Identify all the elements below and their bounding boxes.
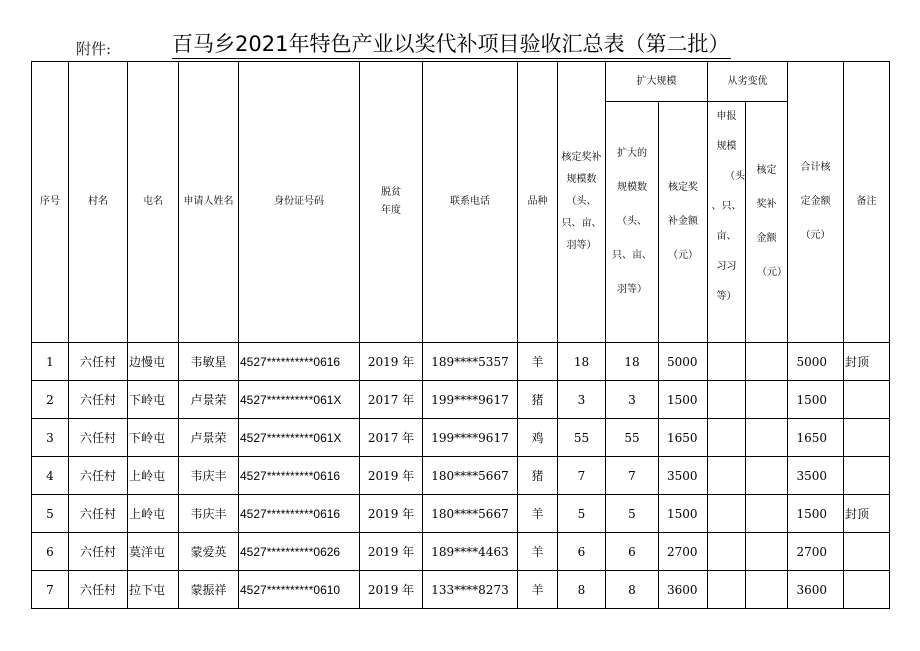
cell-total: 1500 bbox=[788, 381, 844, 419]
cell-expand-amount: 1500 bbox=[659, 495, 708, 533]
cell-tun: 上岭屯 bbox=[128, 457, 179, 495]
cell-id: 4527**********0616 bbox=[239, 457, 360, 495]
cell-tun: 莫洋屯 bbox=[128, 533, 179, 571]
cell-upgrade-amount bbox=[746, 457, 788, 495]
header-text-line: 核定 bbox=[756, 165, 777, 176]
cell-variety: 鸡 bbox=[518, 419, 558, 457]
table-row bbox=[32, 381, 890, 419]
header-remark: 备注 bbox=[844, 62, 890, 343]
cell-upgrade-amount bbox=[746, 343, 788, 381]
header-text-line: 金额 bbox=[756, 233, 777, 244]
cell-approved: 55 bbox=[558, 419, 606, 457]
cell-approved: 8 bbox=[558, 571, 606, 609]
header-upgrade-group: 从劣变优 bbox=[708, 62, 788, 102]
summary-table bbox=[31, 61, 890, 609]
cell-expand-amount: 3600 bbox=[659, 571, 708, 609]
cell-expand-scale: 5 bbox=[606, 495, 659, 533]
cell-expand-amount: 1500 bbox=[659, 381, 708, 419]
cell-year: 2017 年 bbox=[360, 419, 423, 457]
cell-variety: 羊 bbox=[518, 533, 558, 571]
cell-phone: 180****5667 bbox=[423, 495, 518, 533]
cell-upgrade-scale bbox=[708, 419, 746, 457]
cell-approved: 6 bbox=[558, 533, 606, 571]
cell-expand-amount: 5000 bbox=[659, 343, 708, 381]
cell-seq: 5 bbox=[32, 495, 69, 533]
header-text-line: （元） bbox=[668, 250, 698, 261]
cell-seq: 3 bbox=[32, 419, 69, 457]
cell-remark: 封顶 bbox=[844, 495, 890, 533]
cell-expand-scale: 7 bbox=[606, 457, 659, 495]
cell-phone: 189****4463 bbox=[423, 533, 518, 571]
cell-expand-scale: 3 bbox=[606, 381, 659, 419]
header-text-line: 只、亩、 bbox=[612, 250, 652, 261]
cell-total: 1650 bbox=[788, 419, 844, 457]
header-text-line: 补金额 bbox=[668, 216, 698, 227]
cell-seq: 7 bbox=[32, 571, 69, 609]
header-text-line: （头 bbox=[725, 171, 745, 182]
cell-village: 六任村 bbox=[69, 495, 128, 533]
table-row bbox=[32, 571, 890, 609]
header-seq: 序号 bbox=[32, 62, 69, 343]
cell-name: 蒙振祥 bbox=[179, 571, 239, 609]
header-text-line: 核定奖补 bbox=[561, 152, 602, 163]
header-text-line: 规模数 bbox=[617, 182, 647, 193]
cell-name: 卢景荣 bbox=[179, 381, 239, 419]
header-text-line: 习习 bbox=[716, 261, 737, 272]
cell-upgrade-amount bbox=[746, 533, 788, 571]
cell-phone: 189****5357 bbox=[423, 343, 518, 381]
cell-phone: 199****9617 bbox=[423, 419, 518, 457]
cell-phone: 133****8273 bbox=[423, 571, 518, 609]
cell-name: 韦敏星 bbox=[179, 343, 239, 381]
header-text-line: 奖补 bbox=[756, 199, 777, 210]
annex-label: 附件: bbox=[76, 40, 112, 58]
cell-id: 4527**********0626 bbox=[239, 533, 360, 571]
header-phone: 联系电话 bbox=[423, 62, 518, 343]
cell-upgrade-scale bbox=[708, 495, 746, 533]
header-variety: 品种 bbox=[518, 62, 558, 343]
header-text-line: 规模 bbox=[716, 141, 737, 152]
header-text-line: 核定奖 bbox=[668, 182, 698, 193]
cell-village: 六任村 bbox=[69, 571, 128, 609]
cell-total: 2700 bbox=[788, 533, 844, 571]
header-text-line: 申报 bbox=[716, 111, 737, 122]
header-id-number: 身份证号码 bbox=[239, 62, 360, 343]
cell-expand-scale: 6 bbox=[606, 533, 659, 571]
cell-name: 蒙爱英 bbox=[179, 533, 239, 571]
cell-seq: 2 bbox=[32, 381, 69, 419]
cell-id: 4527**********0616 bbox=[239, 343, 360, 381]
cell-upgrade-scale bbox=[708, 571, 746, 609]
cell-variety: 羊 bbox=[518, 571, 558, 609]
header-village: 村名 bbox=[69, 62, 128, 343]
cell-total: 5000 bbox=[788, 343, 844, 381]
cell-expand-scale: 8 bbox=[606, 571, 659, 609]
cell-variety: 羊 bbox=[518, 343, 558, 381]
cell-remark bbox=[844, 381, 890, 419]
cell-tun: 拉下屯 bbox=[128, 571, 179, 609]
cell-upgrade-scale bbox=[708, 533, 746, 571]
header-applicant: 申请人姓名 bbox=[179, 62, 239, 343]
cell-variety: 羊 bbox=[518, 495, 558, 533]
cell-tun: 上岭屯 bbox=[128, 495, 179, 533]
header-text-line: 、只、 bbox=[711, 201, 742, 212]
cell-expand-amount: 2700 bbox=[659, 533, 708, 571]
cell-id: 4527**********061X bbox=[239, 381, 360, 419]
cell-name: 韦庆丰 bbox=[179, 495, 239, 533]
cell-year: 2019 年 bbox=[360, 533, 423, 571]
cell-upgrade-scale bbox=[708, 343, 746, 381]
cell-total: 1500 bbox=[788, 495, 844, 533]
header-text-line: 合计核 bbox=[800, 162, 831, 173]
cell-expand-amount: 1650 bbox=[659, 419, 708, 457]
cell-approved: 3 bbox=[558, 381, 606, 419]
header-text-line: （头、 bbox=[566, 196, 597, 207]
header-upgrade-amount bbox=[746, 102, 788, 343]
header-text-line: 规模数 bbox=[566, 174, 597, 185]
header-poverty-year-line2: 年度 bbox=[381, 205, 401, 216]
cell-id: 4527**********061X bbox=[239, 419, 360, 457]
header-text-line: 只、亩、 bbox=[561, 218, 602, 229]
cell-village: 六任村 bbox=[69, 381, 128, 419]
cell-upgrade-amount bbox=[746, 419, 788, 457]
header-text-line: 羽等） bbox=[617, 284, 647, 295]
header-upgrade-scale bbox=[708, 102, 746, 343]
document-title: 百马乡2021年特色产业以奖代补项目验收汇总表（第二批） bbox=[172, 30, 731, 59]
header-expand-group: 扩大规模 bbox=[606, 62, 708, 102]
header-text-line: 等） bbox=[716, 291, 737, 302]
cell-year: 2019 年 bbox=[360, 495, 423, 533]
cell-tun: 下岭屯 bbox=[128, 419, 179, 457]
cell-year: 2019 年 bbox=[360, 343, 423, 381]
header-text-line: （头、 bbox=[617, 216, 647, 227]
cell-id: 4527**********0616 bbox=[239, 495, 360, 533]
cell-seq: 4 bbox=[32, 457, 69, 495]
cell-tun: 边慢屯 bbox=[128, 343, 179, 381]
table-row bbox=[32, 343, 890, 381]
cell-upgrade-amount bbox=[746, 495, 788, 533]
header-expand-amount bbox=[659, 102, 708, 343]
header-text-line: 扩大的 bbox=[617, 148, 647, 159]
header-tun: 屯名 bbox=[128, 62, 179, 343]
header-row-top bbox=[32, 62, 890, 102]
header-text-line: 亩、 bbox=[716, 231, 737, 242]
cell-total: 3600 bbox=[788, 571, 844, 609]
cell-upgrade-scale bbox=[708, 381, 746, 419]
cell-remark bbox=[844, 571, 890, 609]
cell-name: 卢景荣 bbox=[179, 419, 239, 457]
cell-remark: 封顶 bbox=[844, 343, 890, 381]
cell-village: 六任村 bbox=[69, 343, 128, 381]
header-expand-scale bbox=[606, 102, 659, 343]
cell-id: 4527**********0610 bbox=[239, 571, 360, 609]
cell-tun: 下岭屯 bbox=[128, 381, 179, 419]
header-text-line: 定金额 bbox=[800, 196, 831, 207]
cell-seq: 1 bbox=[32, 343, 69, 381]
cell-variety: 猪 bbox=[518, 381, 558, 419]
header-total-amount bbox=[788, 62, 844, 343]
cell-seq: 6 bbox=[32, 533, 69, 571]
header-text-line: 羽等） bbox=[566, 240, 597, 251]
cell-village: 六任村 bbox=[69, 457, 128, 495]
header-text-line: （元） bbox=[757, 267, 787, 278]
cell-total: 3500 bbox=[788, 457, 844, 495]
table-row bbox=[32, 419, 890, 457]
cell-variety: 猪 bbox=[518, 457, 558, 495]
cell-upgrade-amount bbox=[746, 381, 788, 419]
header-poverty-year bbox=[360, 62, 423, 343]
cell-phone: 180****5667 bbox=[423, 457, 518, 495]
cell-expand-scale: 18 bbox=[606, 343, 659, 381]
cell-remark bbox=[844, 457, 890, 495]
cell-upgrade-scale bbox=[708, 457, 746, 495]
table-row bbox=[32, 495, 890, 533]
cell-approved: 7 bbox=[558, 457, 606, 495]
cell-expand-scale: 55 bbox=[606, 419, 659, 457]
cell-year: 2019 年 bbox=[360, 457, 423, 495]
cell-village: 六任村 bbox=[69, 419, 128, 457]
cell-remark bbox=[844, 419, 890, 457]
header-text-line: （元） bbox=[800, 230, 831, 241]
cell-year: 2017 年 bbox=[360, 381, 423, 419]
table-row bbox=[32, 533, 890, 571]
cell-upgrade-amount bbox=[746, 571, 788, 609]
header-poverty-year-line1: 脱贫 bbox=[381, 187, 401, 198]
table-row bbox=[32, 457, 890, 495]
cell-approved: 18 bbox=[558, 343, 606, 381]
cell-phone: 199****9617 bbox=[423, 381, 518, 419]
cell-approved: 5 bbox=[558, 495, 606, 533]
header-approved-scale bbox=[558, 62, 606, 343]
cell-village: 六任村 bbox=[69, 533, 128, 571]
cell-year: 2019 年 bbox=[360, 571, 423, 609]
cell-remark bbox=[844, 533, 890, 571]
cell-name: 韦庆丰 bbox=[179, 457, 239, 495]
cell-expand-amount: 3500 bbox=[659, 457, 708, 495]
